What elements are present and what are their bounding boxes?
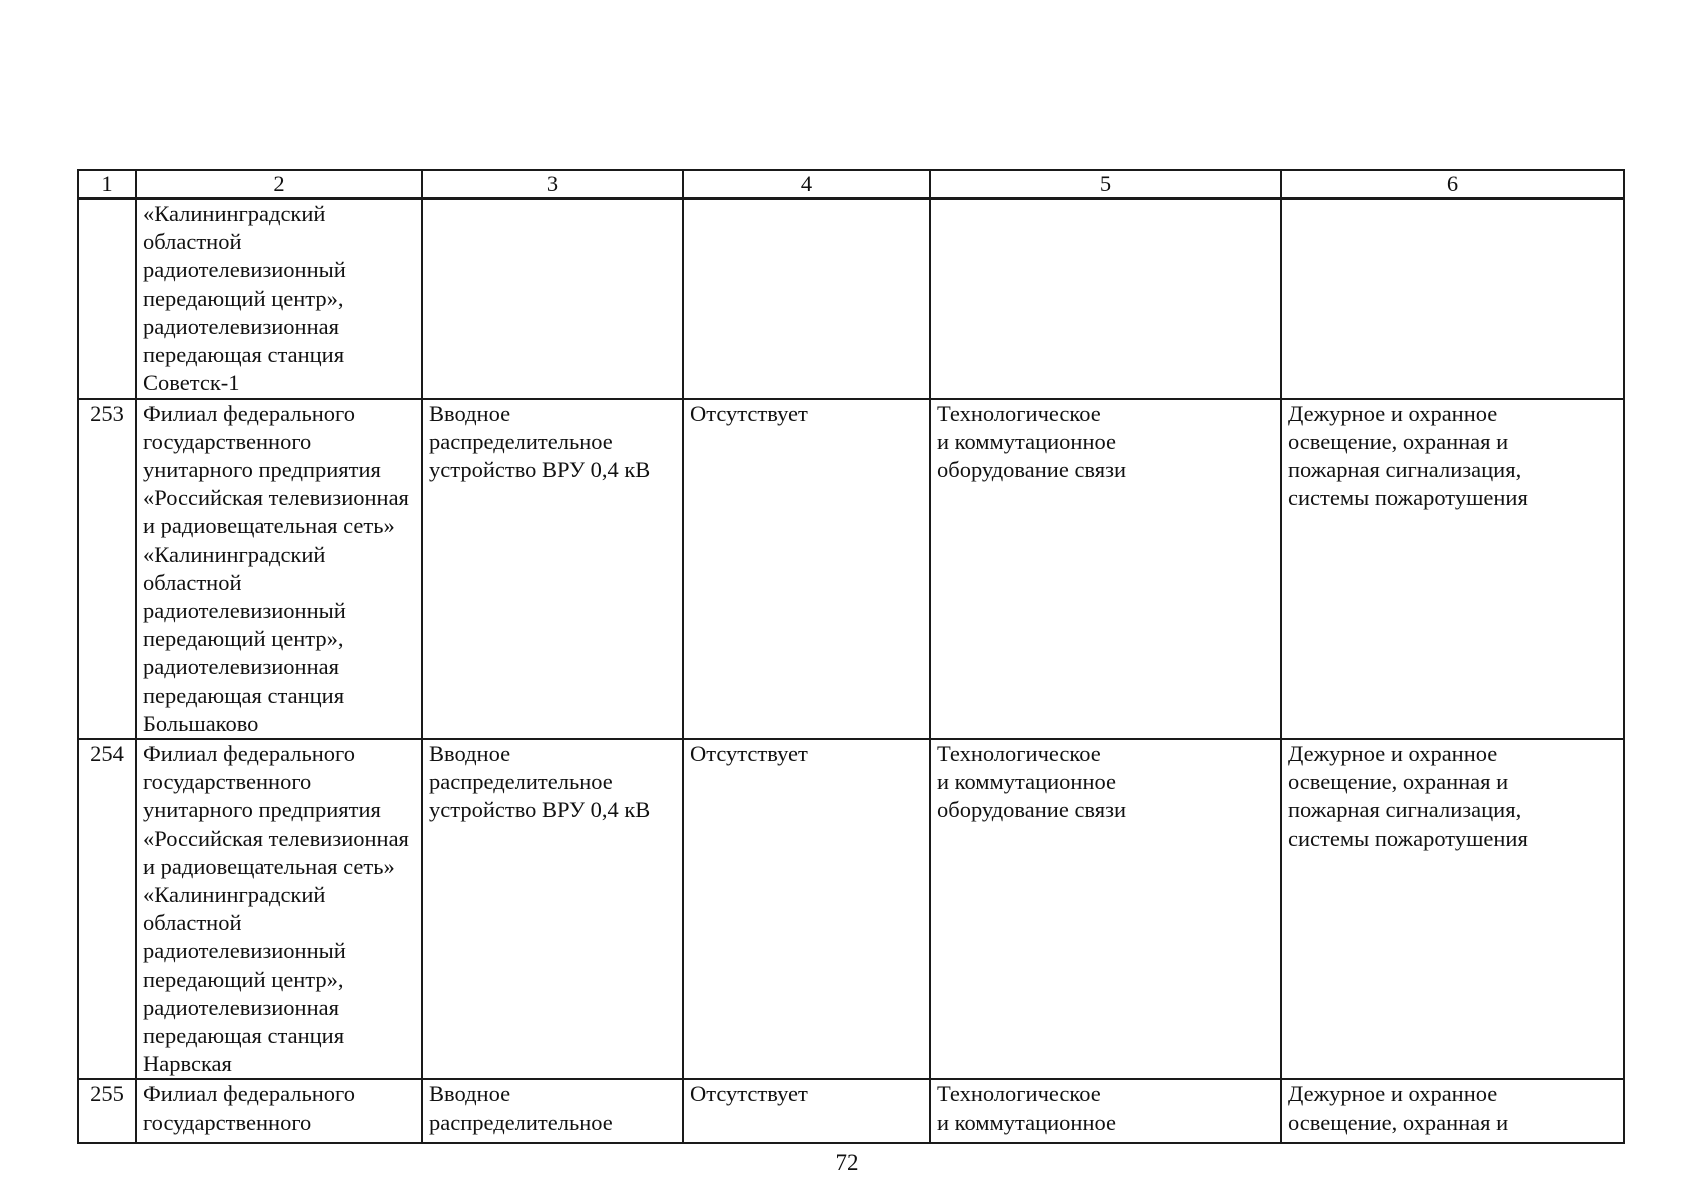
table-row [78,1079,1624,1143]
device-cell [422,199,683,399]
header-col-1: 1 [78,170,136,199]
equipment-cell: Технологическое и коммутационное [930,1079,1281,1143]
systems-cell [1281,199,1624,399]
systems-cell: Дежурное и охранное освещение, охранная и пожарная сигнализация, системы пожаротушения [1281,399,1624,739]
organization-name-cell: Филиал федерального государственного унитарного предприятия «Российская телевизионная и радиовещательная сеть» «Калининградский областной радиотелевизионный передающий центр», радиотелевизионная передающая станция Нарвская [136,739,422,1079]
organization-name-cell: Филиал федерального государственного [136,1079,422,1143]
table-row [78,739,1624,1079]
data-table [77,169,1625,1144]
device-cell: Вводное распределительное устройство ВРУ 0,4 кВ [422,399,683,739]
device-cell: Вводное распределительное устройство ВРУ 0,4 кВ [422,739,683,1079]
equipment-cell [930,199,1281,399]
header-col-5: 5 [930,170,1281,199]
row-number: 253 [78,399,136,739]
header-row [78,170,1624,199]
header-col-2: 2 [136,170,422,199]
row-number: 255 [78,1079,136,1143]
row-number [78,199,136,399]
reserve-cell: Отсутствует [683,1079,930,1143]
table-row [78,399,1624,739]
table-row [78,199,1624,399]
device-cell: Вводное распределительное [422,1079,683,1143]
equipment-cell: Технологическое и коммутационное оборудование связи [930,399,1281,739]
reserve-cell: Отсутствует [683,739,930,1079]
header-col-4: 4 [683,170,930,199]
header-col-3: 3 [422,170,683,199]
row-number: 254 [78,739,136,1079]
equipment-cell: Технологическое и коммутационное оборудование связи [930,739,1281,1079]
organization-name-cell: Филиал федерального государственного унитарного предприятия «Российская телевизионная и радиовещательная сеть» «Калининградский областной радиотелевизионный передающий центр», радиотелевизионная передающая станция Большаково [136,399,422,739]
organization-name-cell: «Калининградский областной радиотелевизионный передающий центр», радиотелевизионная передающая станция Советск-1 [136,199,422,399]
systems-cell: Дежурное и охранное освещение, охранная и [1281,1079,1624,1143]
reserve-cell [683,199,930,399]
page-number: 72 [835,1150,859,1175]
reserve-cell: Отсутствует [683,399,930,739]
header-col-6: 6 [1281,170,1624,199]
systems-cell: Дежурное и охранное освещение, охранная и пожарная сигнализация, системы пожаротушения [1281,739,1624,1079]
